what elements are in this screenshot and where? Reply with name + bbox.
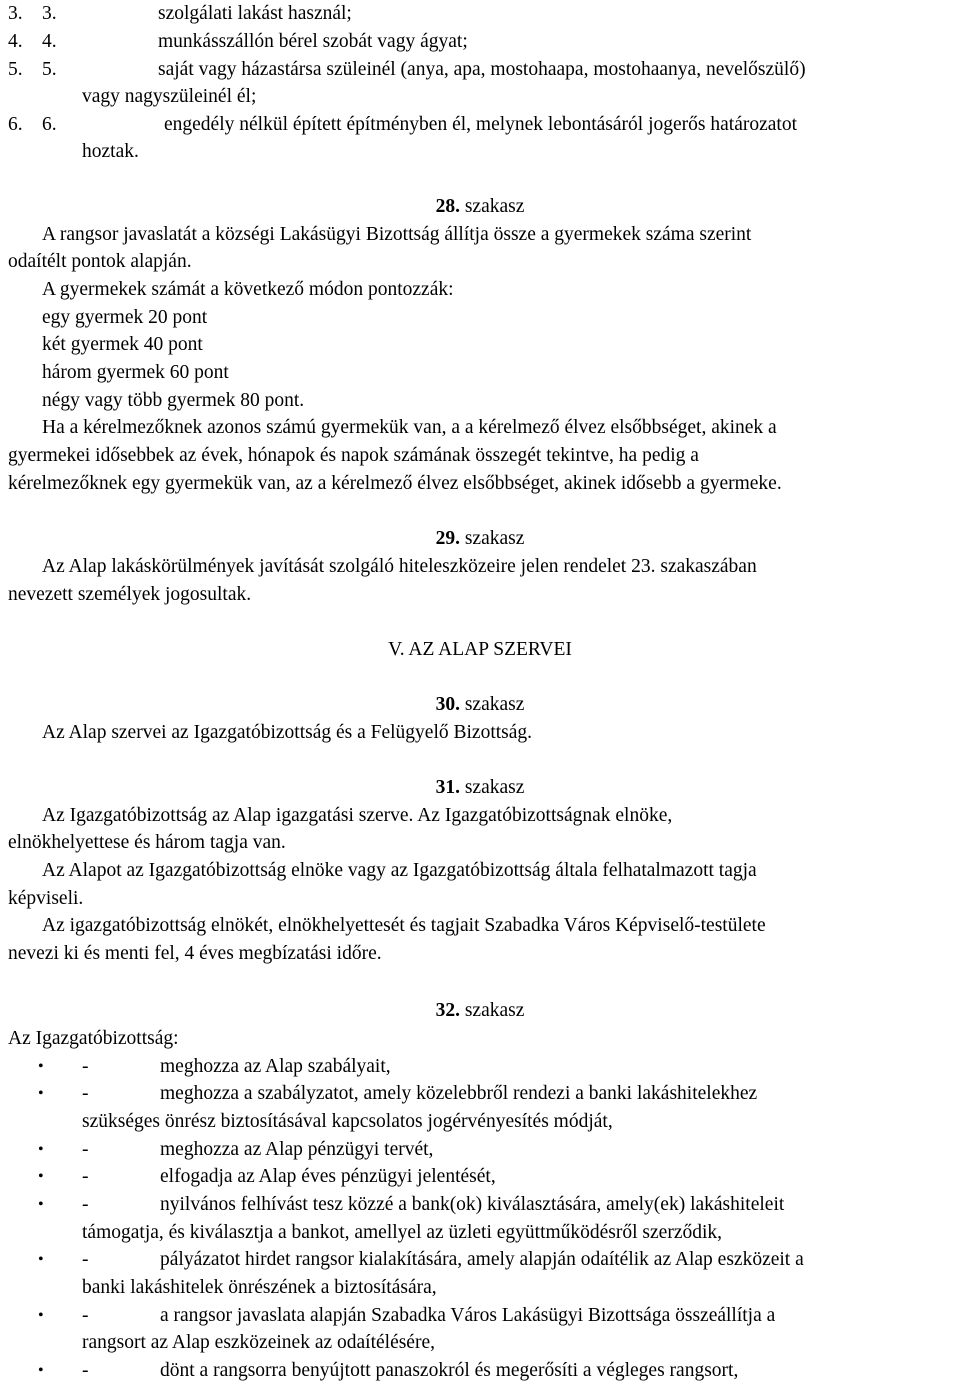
bullet-text: a rangsor javaslata alapján Szabadka Város Lakásügyi Bizottsága összeállítja a <box>160 1305 776 1326</box>
section-word: szakasz <box>464 1000 525 1021</box>
list-number: 6. <box>8 114 23 135</box>
bullet-icon: • <box>38 1196 44 1213</box>
paragraph-line: Az Alap lakáskörülmények javítását szolgáló hiteleszközeire jelen rendelet 23. szakaszában <box>42 556 757 577</box>
chapter-heading: V. AZ ALAP SZERVEI <box>388 639 572 660</box>
bullet-text: nyilvános felhívást tesz közzé a bank(ok) kiválasztására, amely(ek) lakáshiteleit <box>160 1194 785 1215</box>
paragraph-line: Az Alapot az Igazgatóbizottság elnöke vagy az Igazgatóbizottság általa felhatalmazott tagja <box>42 860 757 881</box>
paragraph-line: Az igazgatóbizottság elnökét, elnökhelyettesét és tagjait Szabadka Város Képviselő-testülete <box>42 915 766 936</box>
dash-marker: - <box>82 1360 89 1381</box>
bullet-icon: • <box>38 1058 44 1075</box>
section-number: 28. <box>435 196 460 217</box>
list-number: 5. <box>8 59 23 80</box>
list-number: 3. <box>42 3 57 24</box>
paragraph-line: egy gyermek 20 pont <box>42 307 208 328</box>
dash-marker: - <box>82 1083 89 1104</box>
dash-marker: - <box>82 1056 89 1077</box>
bullet-text: pályázatot hirdet rangsor kialakítására, amely alapján odaítélik az Alap eszközeit a <box>160 1249 804 1270</box>
section-word: szakasz <box>464 528 525 549</box>
section-heading-32 <box>0 997 960 1024</box>
bullet-text: meghozza az Alap szabályait, <box>160 1056 391 1077</box>
list-number: 6. <box>42 114 57 135</box>
bullet-text: rangsort az Alap eszközeinek az odaítélésére, <box>82 1332 435 1353</box>
dash-marker: - <box>82 1166 89 1187</box>
paragraph-line: A rangsor javaslatát a községi Lakásügyi Bizottság állítja össze a gyermekek száma szerint <box>42 224 752 245</box>
bullet-text: támogatja, és kiválasztja a bankot, amellyel az üzleti együttműködésről szerződik, <box>82 1222 723 1243</box>
bullet-icon: • <box>38 1085 44 1102</box>
bullet-text: elfogadja az Alap éves pénzügyi jelentését, <box>160 1166 496 1187</box>
paragraph-line: gyermekei idősebbek az évek, hónapok és napok számának összegét tekintve, ha pedig a <box>8 445 699 466</box>
section-number: 32. <box>435 1000 460 1021</box>
list-text: vagy nagyszüleinél él; <box>82 86 257 107</box>
bullet-icon: • <box>38 1168 44 1185</box>
dash-marker: - <box>82 1139 89 1160</box>
paragraph-line: A gyermekek számát a következő módon pontozzák: <box>42 279 454 300</box>
bullet-icon: • <box>38 1251 44 1268</box>
bullet-text: meghozza az Alap pénzügyi tervét, <box>160 1139 434 1160</box>
paragraph-line: Ha a kérelmezőknek azonos számú gyermekük van, a a kérelmező élvez elsőbbséget, akinek a <box>42 417 777 438</box>
bullet-icon: • <box>38 1141 44 1158</box>
section-number: 30. <box>435 694 460 715</box>
dash-marker: - <box>82 1249 89 1270</box>
bullet-icon: • <box>38 1307 44 1324</box>
list-text: saját vagy házastársa szüleinél (anya, apa, mostohaapa, mostohaanya, nevelőszülő) <box>158 59 806 80</box>
paragraph-line: négy vagy több gyermek 80 pont. <box>42 390 305 411</box>
section-word: szakasz <box>464 196 525 217</box>
paragraph-line: odaítélt pontok alapján. <box>8 251 192 272</box>
section-heading-28 <box>0 193 960 220</box>
paragraph-line: Az Alap szervei az Igazgatóbizottság és a Felügyelő Bizottság. <box>42 722 533 743</box>
bullet-text: szükséges önrész biztosításával kapcsolatos jogérvényesítés módját, <box>82 1111 613 1132</box>
list-number: 4. <box>42 31 57 52</box>
paragraph-line: Az Igazgatóbizottság az Alap igazgatási szerve. Az Igazgatóbizottságnak elnöke, <box>42 805 673 826</box>
paragraph-line: képviseli. <box>8 888 84 909</box>
section-number: 31. <box>435 777 460 798</box>
paragraph-line: két gyermek 40 pont <box>42 334 203 355</box>
section-heading-30 <box>0 691 960 718</box>
bullet-icon: • <box>38 1362 44 1379</box>
paragraph-line: kérelmezőknek egy gyermekük van, az a kérelmező élvez elsőbbséget, akinek idősebb a gyermeke. <box>8 473 782 494</box>
list-number: 3. <box>8 3 23 24</box>
section-heading-29 <box>0 525 960 552</box>
list-number: 4. <box>8 31 23 52</box>
paragraph-line: nevezi ki és menti fel, 4 éves megbízatási időre. <box>8 943 382 964</box>
bullet-text: meghozza a szabályzatot, amely közelebbről rendezi a banki lakáshitelekhez <box>160 1083 758 1104</box>
list-text: engedély nélkül épített építményben él, melynek lebontásáról jogerős határozatot <box>164 114 797 135</box>
section-heading-31 <box>0 774 960 801</box>
section-word: szakasz <box>464 694 525 715</box>
dash-marker: - <box>82 1305 89 1326</box>
paragraph-line: három gyermek 60 pont <box>42 362 229 383</box>
section-number: 29. <box>435 528 460 549</box>
section-word: szakasz <box>464 777 525 798</box>
bullet-text: banki lakáshitelek önrészének a biztosítására, <box>82 1277 437 1298</box>
dash-marker: - <box>82 1194 89 1215</box>
paragraph-line: nevezett személyek jogosultak. <box>8 584 252 605</box>
list-text: hoztak. <box>82 141 139 162</box>
bullet-text: dönt a rangsorra benyújtott panaszokról és megerősíti a végleges rangsort, <box>160 1360 739 1381</box>
list-number: 5. <box>42 59 57 80</box>
paragraph-line: Az Igazgatóbizottság: <box>8 1028 179 1049</box>
list-text: munkásszállón bérel szobát vagy ágyat; <box>158 31 468 52</box>
list-text: szolgálati lakást használ; <box>158 3 352 24</box>
paragraph-line: elnökhelyettese és három tagja van. <box>8 832 286 853</box>
